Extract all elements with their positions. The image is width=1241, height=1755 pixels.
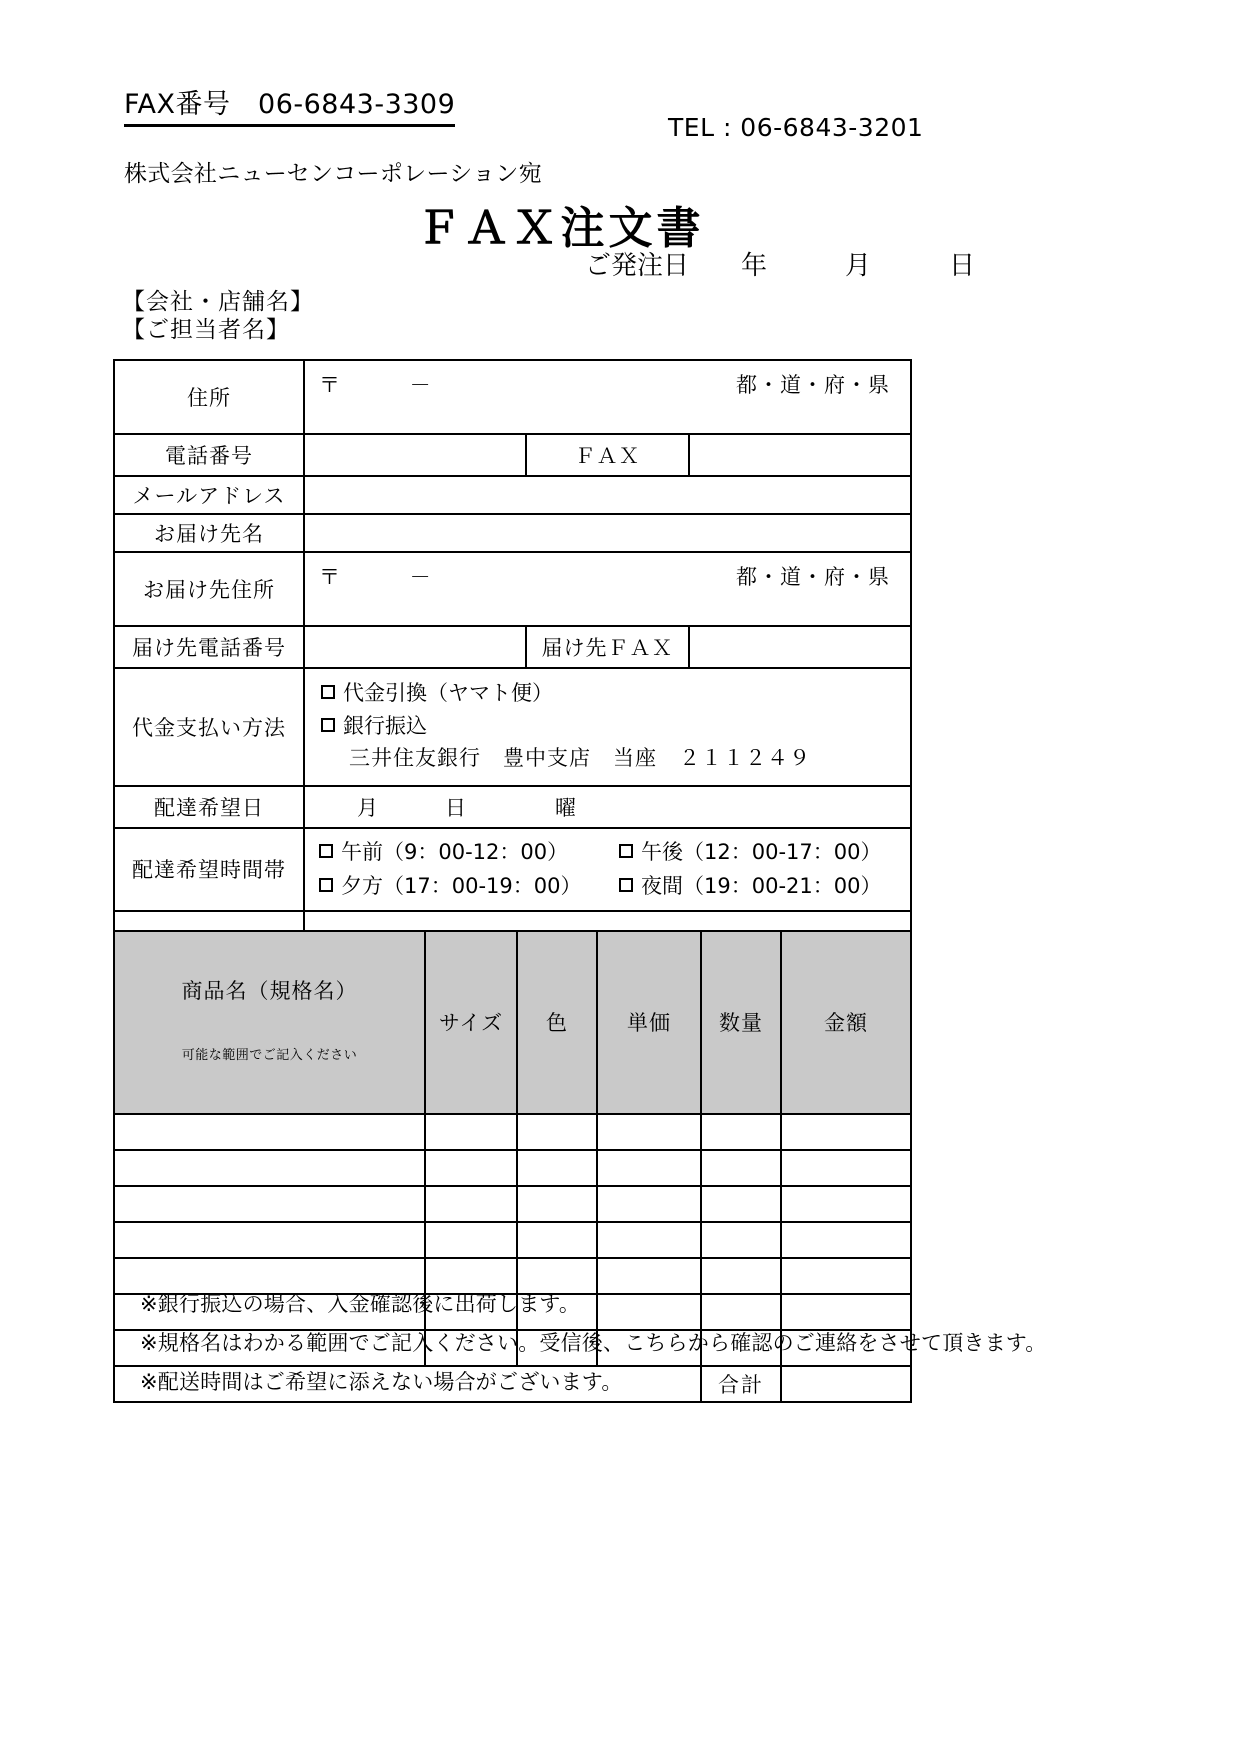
delivery-time-label: 配達希望時間帯 xyxy=(114,828,304,911)
cell-quantity[interactable] xyxy=(701,1114,781,1150)
cell-product-name[interactable] xyxy=(114,1150,425,1186)
email-label: メールアドレス xyxy=(114,476,304,514)
cell-color[interactable] xyxy=(517,1222,597,1258)
delivery-time-morning-label: 午前（9：00-12：00） xyxy=(341,839,569,864)
payment-option-bank-transfer[interactable] xyxy=(321,710,910,743)
column-header-product-name-sub: 可能な範囲でご記入ください xyxy=(181,1048,358,1064)
footnotes xyxy=(140,1285,1047,1402)
delivery-date-label: 配達希望日 xyxy=(114,786,304,828)
table-row xyxy=(114,1222,911,1258)
table-row-delivery-time xyxy=(114,828,911,911)
cell-amount[interactable] xyxy=(781,1150,911,1186)
checkbox-icon[interactable] xyxy=(319,844,333,858)
table-row-recipient-name xyxy=(114,514,911,552)
cell-size[interactable] xyxy=(425,1150,517,1186)
fax-number-heading: FAX番号 06-6843-3309 xyxy=(124,82,455,127)
page-title: ＦＡＸ注文書 xyxy=(416,203,705,254)
payment-method-options-cell xyxy=(304,668,911,786)
table-row-telephone xyxy=(114,434,911,476)
column-header-product-name xyxy=(114,931,425,1114)
cell-unit-price[interactable] xyxy=(597,1150,701,1186)
footnote-1: ※銀行振込の場合、入金確認後に出荷します。 xyxy=(140,1292,581,1316)
payment-method-label: 代金支払い方法 xyxy=(114,668,304,786)
column-header-color: 色 xyxy=(517,931,597,1114)
email-input-cell[interactable] xyxy=(304,476,911,514)
recipient-name-input-cell[interactable] xyxy=(304,514,911,552)
recipient-prefecture-choices: 都・道・府・県 xyxy=(736,565,891,589)
table-row-email xyxy=(114,476,911,514)
delivery-time-option-afternoon[interactable] xyxy=(619,835,910,870)
delivery-time-options-cell xyxy=(304,828,911,911)
contact-person-field-label: 【ご担当者名】 xyxy=(122,317,290,343)
table-row xyxy=(114,1114,911,1150)
delivery-date-input-cell[interactable] xyxy=(304,786,911,828)
payment-option-cod-label: 代金引換（ヤマト便） xyxy=(343,681,553,705)
cell-product-name[interactable] xyxy=(114,1114,425,1150)
cell-amount[interactable] xyxy=(781,1186,911,1222)
checkbox-icon[interactable] xyxy=(321,718,335,732)
telephone-label: 電話番号 xyxy=(114,434,304,476)
cell-size[interactable] xyxy=(425,1186,517,1222)
prefecture-choices: 都・道・府・県 xyxy=(736,373,891,397)
recipient-address-input-cell[interactable] xyxy=(304,552,911,626)
recipient-telephone-label: 届け先電話番号 xyxy=(114,626,304,668)
column-header-amount: 金額 xyxy=(781,931,911,1114)
table-row-payment-method xyxy=(114,668,911,786)
address-input-cell[interactable] xyxy=(304,360,911,434)
delivery-time-afternoon-label: 午後（12：00-17：00） xyxy=(641,839,882,864)
column-header-quantity: 数量 xyxy=(701,931,781,1114)
bank-account-detail: 三井住友銀行 豊中支店 当座 ２１１２４９ xyxy=(349,746,811,771)
recipient-postal-code-mark: 〒 － xyxy=(319,565,431,589)
recipient-address-label: お届け先住所 xyxy=(114,552,304,626)
postal-code-mark: 〒 － xyxy=(319,373,431,397)
cell-unit-price[interactable] xyxy=(597,1222,701,1258)
addressee-company-name: 株式会社ニューセンコーポレーション宛 xyxy=(124,161,543,187)
table-row-address xyxy=(114,360,911,434)
delivery-time-option-night[interactable] xyxy=(619,869,910,904)
table-row-recipient-telephone xyxy=(114,626,911,668)
table-row xyxy=(114,1150,911,1186)
table-row-delivery-date xyxy=(114,786,911,828)
cell-color[interactable] xyxy=(517,1186,597,1222)
cell-color[interactable] xyxy=(517,1114,597,1150)
address-label: 住所 xyxy=(114,360,304,434)
cell-quantity[interactable] xyxy=(701,1186,781,1222)
cell-quantity[interactable] xyxy=(701,1150,781,1186)
cell-unit-price[interactable] xyxy=(597,1186,701,1222)
column-header-size: サイズ xyxy=(425,931,517,1114)
cell-product-name[interactable] xyxy=(114,1222,425,1258)
cell-size[interactable] xyxy=(425,1114,517,1150)
delivery-date-fields: 月 日 曜 xyxy=(357,795,577,820)
company-store-name-field-label: 【会社・店舗名】 xyxy=(122,289,314,315)
recipient-name-label: お届け先名 xyxy=(114,514,304,552)
cell-unit-price[interactable] xyxy=(597,1114,701,1150)
order-date-line: ご発注日 年 月 日 xyxy=(585,251,976,281)
cell-color[interactable] xyxy=(517,1150,597,1186)
cell-amount[interactable] xyxy=(781,1114,911,1150)
tel-number-text: TEL : 06-6843-3201 xyxy=(668,113,924,142)
total-label: 合計 xyxy=(701,1366,781,1402)
payment-option-bank-label: 銀行振込 xyxy=(343,713,427,738)
customer-info-table xyxy=(113,359,912,986)
table-row xyxy=(114,1186,911,1222)
column-header-product-name-main: 商品名（規格名） xyxy=(181,979,358,1004)
table-row-recipient-address xyxy=(114,552,911,626)
fax-input-cell[interactable] xyxy=(689,434,911,476)
product-table-header-row xyxy=(114,931,911,1114)
checkbox-icon[interactable] xyxy=(619,844,633,858)
cell-product-name[interactable] xyxy=(114,1186,425,1222)
checkbox-icon[interactable] xyxy=(321,685,335,699)
cell-quantity[interactable] xyxy=(701,1222,781,1258)
delivery-time-evening-label: 夕方（17：00-19：00） xyxy=(341,874,582,899)
checkbox-icon[interactable] xyxy=(319,878,333,892)
delivery-time-option-evening[interactable] xyxy=(319,869,619,904)
payment-option-cash-on-delivery[interactable] xyxy=(321,677,910,710)
cell-size[interactable] xyxy=(425,1222,517,1258)
telephone-input-cell[interactable] xyxy=(304,434,526,476)
recipient-fax-input-cell[interactable] xyxy=(689,626,911,668)
footnote-2: ※規格名はわかる範囲でご記入ください。受信後、こちらから確認のご連絡をさせて頂きます。 xyxy=(140,1330,1047,1355)
fax-label: ＦＡＸ xyxy=(526,434,689,476)
delivery-time-night-label: 夜間（19：00-21：00） xyxy=(641,874,882,899)
column-header-unit-price: 単価 xyxy=(597,931,701,1114)
delivery-time-option-morning[interactable] xyxy=(319,835,619,870)
cell-amount[interactable] xyxy=(781,1222,911,1258)
recipient-telephone-input-cell[interactable] xyxy=(304,626,526,668)
footnote-3: ※配送時間はご希望に添えない場合がございます。 xyxy=(140,1369,623,1394)
recipient-fax-label: 届け先ＦＡＸ xyxy=(526,626,689,668)
checkbox-icon[interactable] xyxy=(619,878,633,892)
